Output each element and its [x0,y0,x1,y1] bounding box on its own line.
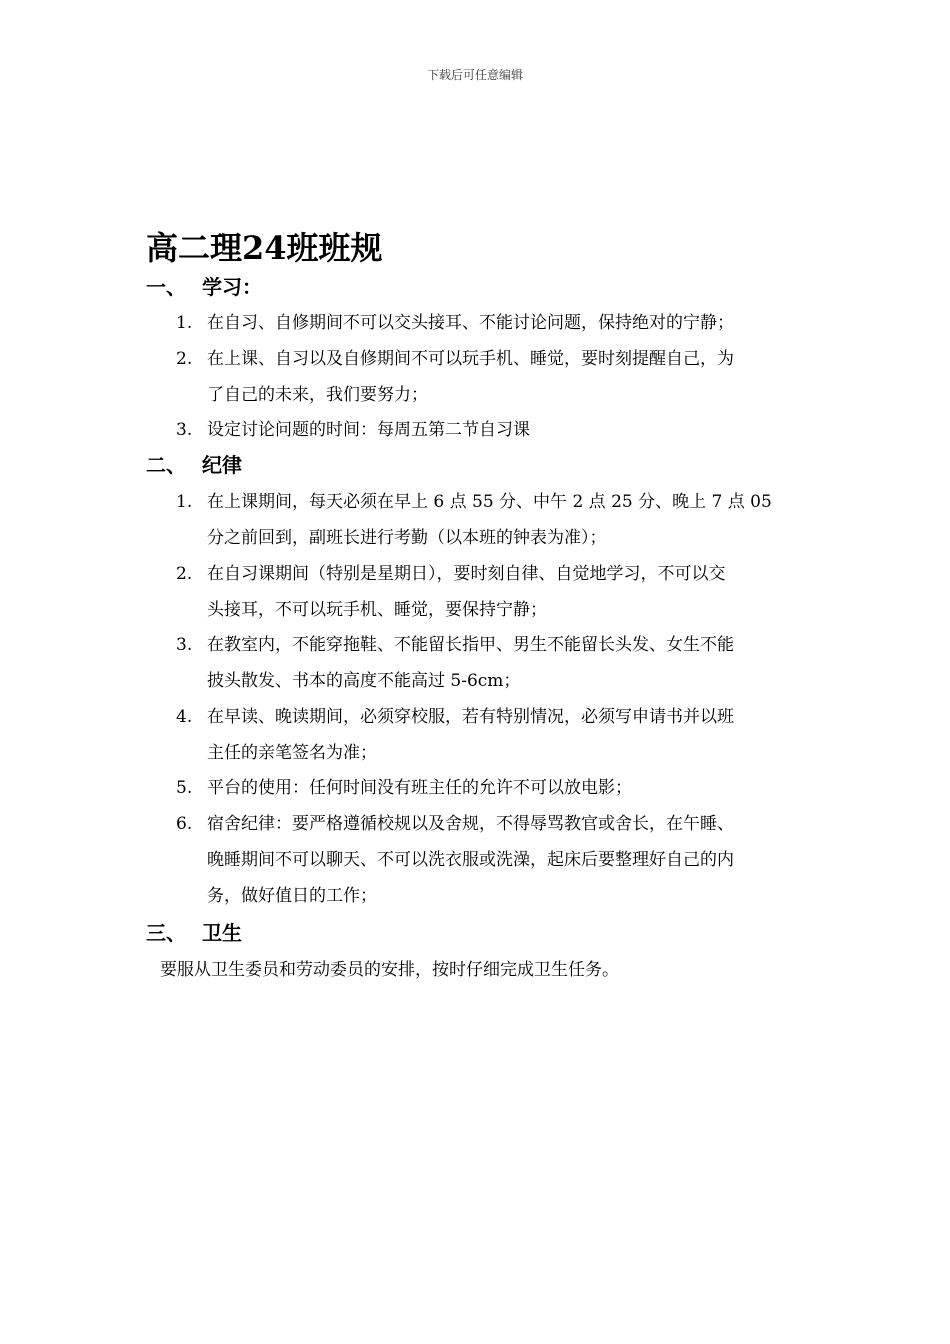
list-item [176,770,810,806]
list-item [176,341,810,413]
item-text: 在上课、自习以及自修期间不可以玩手机、睡觉，要时刻提醒自己，为 了自己的未来，我们要努力； [207,349,734,405]
section-heading-hygiene [146,918,242,948]
section-number: 二、 [146,453,186,477]
item-number: 4. [176,707,193,727]
item-number: 6. [176,814,193,834]
section-paragraph: 要服从卫生委员和劳动委员的安排，按时仔细完成卫生任务。 [160,960,619,980]
item-text: 宿舍纪律：要严格遵循校规以及舍规，不得辱骂教官或舍长，在午睡、 晚睡期间不可以聊天、不可以洗衣服或洗澡，起床后要整理好自己的内 务，做好值日的工作； [207,814,734,906]
item-text: 在自习、自修期间不可以交头接耳、不能讨论问题，保持绝对的宁静； [207,313,734,333]
item-text: 在早读、晚读期间，必须穿校服，若有特别情况，必须写申请书并以班 主任的亲笔签名为准； [207,707,734,763]
item-number: 5. [176,778,193,798]
item-number: 1. [176,492,193,512]
item-text: 在自习课期间（特别是星期日），要时刻自律、自觉地学习，不可以交 头接耳，不可以玩手机、睡觉，要保持宁静； [207,564,726,620]
item-number: 3. [176,420,193,440]
list-item [176,699,810,771]
list-item [176,627,810,699]
item-text: 设定讨论问题的时间：每周五第二节自习课 [207,420,530,440]
list-item [176,556,810,628]
item-number: 3. [176,635,193,655]
list-item [176,412,810,448]
section-title: 学习： [202,275,262,299]
list-item [176,305,810,341]
section-heading-study [146,272,262,302]
list-item [176,484,810,556]
item-number: 1. [176,313,193,333]
section-number: 三、 [146,921,186,945]
header-note: 下载后可任意编辑 [426,68,523,82]
section-title: 纪律 [202,453,242,477]
item-text: 平台的使用：任何时间没有班主任的允许不可以放电影； [207,778,632,798]
item-text: 在上课期间，每天必须在早上 6 点 55 分、中午 2 点 25 分、晚上 7 点 05 分之前回到，副班长进行考勤（以本班的钟表为准）； [207,492,772,548]
list-item [176,806,810,914]
item-number: 2. [176,564,193,584]
item-number: 2. [176,349,193,369]
section-number: 一、 [146,275,186,299]
document-title: 高二理24班班规 [146,229,383,267]
section-title: 卫生 [202,921,242,945]
item-text: 在教室内，不能穿拖鞋、不能留长指甲、男生不能留长头发、女生不能 披头散发、书本的高度不能高过 5-6cm； [207,635,734,691]
section-heading-discipline [146,450,242,480]
